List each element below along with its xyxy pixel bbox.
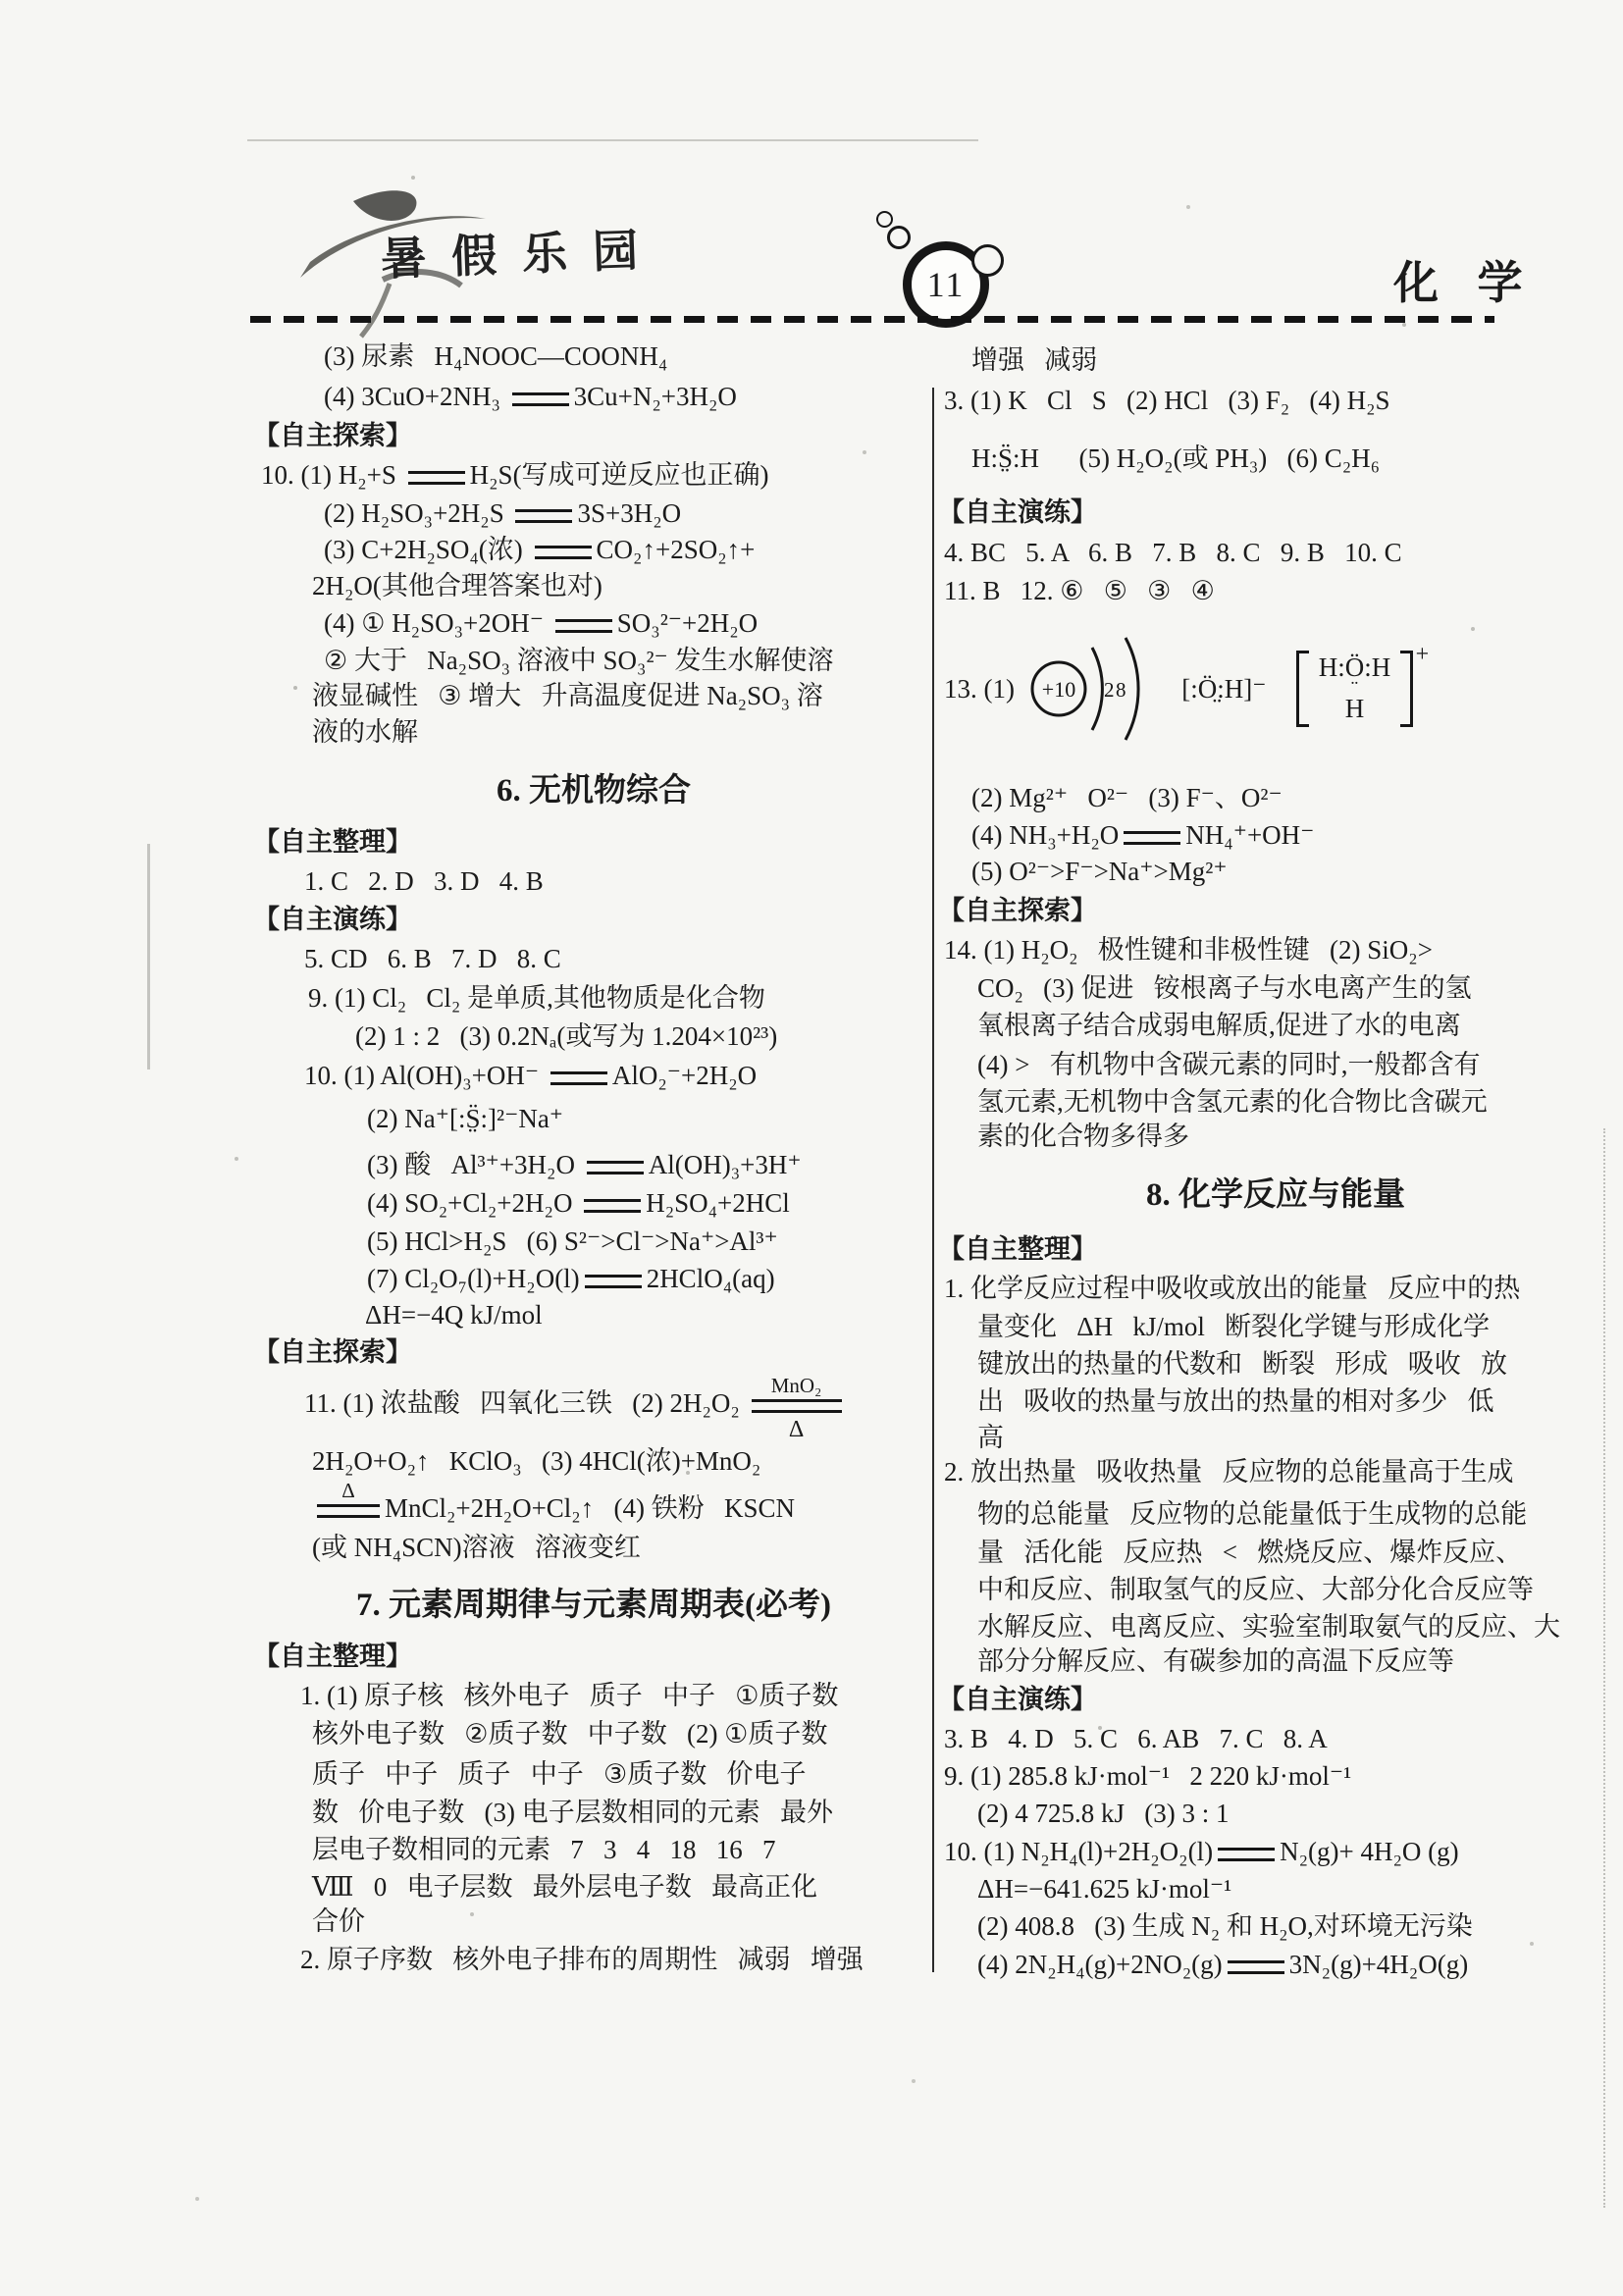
section-label [253, 822, 412, 861]
equation-equals-sign [1218, 1848, 1275, 1861]
scan-artifact-right-dotted-line [1603, 1128, 1605, 2208]
answer-line [977, 1906, 1473, 1946]
text-run: (4) > 有机物中含碳元素的同时,一般都含有 [977, 1050, 1481, 1079]
subject-title: 化 学 [1393, 258, 1537, 308]
text-run: 【自主探索】 [253, 1337, 412, 1367]
answer-line [977, 1045, 1480, 1084]
answer-line [367, 1259, 775, 1298]
text-run: 出 吸收的热量与放出的热量的相对多少 低 [977, 1386, 1494, 1416]
section-label [938, 1229, 1097, 1269]
text-run: CO₂ (3) 促进 铵根离子与水电离产生的氢 [977, 973, 1472, 1003]
answer-line [304, 861, 544, 901]
text-run: 【自主整理】 [253, 827, 412, 857]
section-label [938, 1680, 1097, 1719]
answer-line [977, 968, 1472, 1008]
text-run: 液显碱性 ③ 增大 升高温度促进 Na₂SO₃ 溶 [312, 681, 823, 710]
text-run: 高 [977, 1423, 1004, 1452]
answer-line [261, 455, 769, 495]
text-run: [:Ö̤:H]⁻ [1168, 674, 1286, 704]
text-run: 2HClO₄(aq) [646, 1264, 775, 1293]
answer-line [977, 1418, 1004, 1457]
answer-line [300, 1676, 838, 1715]
equation-condition-below: Δ [788, 1416, 805, 1442]
answer-line [312, 1441, 760, 1481]
text-run: 14. (1) H₂O₂ 极性键和非极性键 (2) SiO₂> [944, 935, 1433, 965]
text-run: 1. C 2. D 3. D 4. B [304, 866, 544, 896]
text-run: ② 大于 Na₂SO₃ 溶液中 SO₃²⁻ 发生水解使溶 [324, 646, 834, 675]
text-run: 合价 [312, 1906, 365, 1936]
section-heading-6 [257, 771, 930, 810]
text-run: (4) NH₃+H₂O [971, 820, 1120, 850]
answer-line [312, 1902, 365, 1941]
text-run: 【自主演练】 [253, 905, 412, 934]
answer-line [977, 1082, 1488, 1122]
header-divider [250, 316, 1494, 323]
answer-line [312, 1528, 641, 1567]
text-run: 【自主探索】 [253, 421, 412, 450]
equation-equals-sign [408, 471, 465, 485]
answer-line [977, 1006, 1461, 1045]
text-run: (3) C+2H₂SO₄(浓) [324, 535, 530, 564]
text-run: 2. 放出热量 吸收热量 反应物的总能量高于生成 [944, 1457, 1514, 1487]
text-run: 3N₂(g)+4H₂O(g) [1288, 1950, 1469, 1979]
equation-equals-sign [752, 1373, 842, 1442]
text-run: 5. CD 6. B 7. D 8. C [304, 944, 561, 973]
text-run: Ⅷ 0 电子层数 最外层电子数 最高正化 [312, 1872, 818, 1902]
answer-line [312, 566, 602, 605]
logo-summer-paradise [294, 182, 664, 339]
text-run: 2H₂O+O₂↑ KClO₃ (3) 4HCl(浓)+MnO₂ [312, 1446, 761, 1476]
answer-line [944, 381, 1390, 420]
text-run: (2) H₂SO₃+2H₂S [324, 498, 511, 528]
equation-equals-sign [1228, 1960, 1284, 1974]
text-run: (5) HCl>H₂S (6) S²⁻>Cl⁻>Na⁺>Al³⁺ [367, 1226, 778, 1256]
answer-line [324, 377, 737, 416]
text-run: 9. (1) Cl₂ Cl₂ 是单质,其他物质是化合物 [308, 983, 765, 1013]
answer-line [367, 1095, 563, 1142]
answer-line [367, 1183, 790, 1223]
answer-line [977, 1382, 1494, 1421]
equation-condition-above: MnO₂ [770, 1373, 822, 1397]
answer-line [312, 1754, 806, 1794]
text-run: 核外电子数 ②质子数 中子数 (2) ①质子数 [312, 1719, 828, 1748]
text-run: 【自主演练】 [938, 497, 1097, 527]
text-run: (4) 3CuO+2NH₃ [324, 382, 507, 411]
answer-line [977, 1869, 1231, 1908]
answer-line [971, 340, 1097, 380]
text-run: (7) Cl₂O₇(l)+H₂O(l) [367, 1264, 580, 1293]
answer-line [304, 939, 561, 978]
answer-line [367, 1222, 778, 1261]
atom-shell-diagram [1021, 634, 1169, 744]
answer-line [971, 852, 1228, 891]
text-run: SO₃²⁻+2H₂O [616, 608, 759, 638]
text-run: 13. (1) [944, 674, 1021, 704]
text-run: (2) Mg²⁺ O²⁻ (3) F⁻、O²⁻ [971, 783, 1283, 812]
lewis-bracket-stack [1296, 642, 1430, 726]
answer-line [944, 1832, 1459, 1871]
answer-line [977, 1533, 1522, 1572]
equation-equals-sign [585, 1275, 642, 1288]
section-label [253, 1637, 412, 1676]
page-number: 11 [926, 265, 966, 304]
section-label [253, 416, 412, 455]
section-label [253, 1332, 412, 1372]
text-run: 键放出的热量的代数和 断裂 形成 吸收 放 [977, 1349, 1507, 1379]
answer-line [324, 494, 681, 533]
answer-line [977, 1570, 1534, 1609]
answer-line [324, 337, 667, 376]
answer-line [977, 1494, 1527, 1534]
text-run: H₂SO₄+2HCl [646, 1188, 790, 1218]
text-run: 3. B 4. D 5. C 6. AB 7. C 8. A [944, 1724, 1328, 1753]
text-run: 8. 化学反应与能量 [1146, 1177, 1405, 1213]
text-run: Al(OH)₃+3H⁺ [648, 1150, 802, 1179]
text-run: 氢元素,无机物中含氢元素的化合物比含碳元 [977, 1087, 1488, 1117]
text-run: (3) 尿素 H₄NOOC—COONH₄ [324, 341, 668, 371]
answer-line [977, 1307, 1490, 1346]
logo-text: 暑假乐园 [380, 224, 664, 286]
answer-line [944, 533, 1402, 572]
text-run: MnCl₂+2H₂O+Cl₂↑ (4) 铁粉 KSCN [385, 1493, 795, 1523]
text-run: (2) Na⁺[:S̤̈:]²⁻Na⁺ [367, 1104, 564, 1133]
bubble-icon [887, 226, 911, 249]
text-run: (4) SO₂+Cl₂+2H₂O [367, 1188, 580, 1218]
answer-line [971, 815, 1314, 855]
answer-line [312, 1830, 776, 1869]
text-run: 1. (1) 原子核 核外电子 质子 中子 ①质子数 [300, 1681, 839, 1710]
answer-line [944, 1756, 1351, 1796]
text-run: 10. (1) Al(OH)₃+OH⁻ [304, 1061, 546, 1090]
text-run: AlO₂⁻+2H₂O [611, 1061, 758, 1090]
answer-line [308, 978, 765, 1018]
svg-text:2: 2 [1103, 678, 1115, 702]
charge-superscript: + [1415, 642, 1430, 668]
answer-line [977, 1642, 1454, 1681]
answer-line [365, 1295, 543, 1334]
answer-line [944, 1719, 1328, 1758]
text-run: 3S+3H₂O [577, 498, 682, 528]
text-run: 增强 减弱 [971, 345, 1098, 375]
answer-line [367, 1145, 802, 1184]
answer-line [355, 1017, 777, 1056]
text-run: 质子 中子 质子 中子 ③质子数 价电子 [312, 1759, 807, 1789]
section-label [938, 493, 1097, 532]
answer-line [324, 603, 758, 643]
text-run: (4) 2N₂H₄(g)+2NO₂(g) [977, 1950, 1223, 1979]
equation-equals-sign [587, 1161, 644, 1174]
svg-text:8: 8 [1115, 678, 1126, 702]
answer-line [977, 1794, 1229, 1833]
text-run: 【自主探索】 [938, 896, 1097, 925]
text-run: ΔH=−4Q kJ/mol [365, 1300, 543, 1330]
text-run: (2) 4 725.8 kJ (3) 3 : 1 [977, 1799, 1230, 1828]
answer-line [977, 1117, 1189, 1156]
scan-noise-speckles [0, 0, 2, 2]
answer-line [944, 571, 1215, 610]
answer-line [944, 1269, 1520, 1308]
text-run: 11. (1) 浓盐酸 四氧化三铁 (2) 2H₂O₂ [304, 1388, 747, 1418]
text-run: 量变化 ΔH kJ/mol 断裂化学键与形成化学 [977, 1312, 1491, 1341]
lewis-row: H [1344, 694, 1365, 723]
text-run: 1. 化学反应过程中吸收或放出的能量 反应中的热 [944, 1274, 1521, 1303]
text-run: 10. (1) H₂+S [261, 460, 403, 490]
section-label [938, 891, 1097, 930]
text-run: 【自主整理】 [938, 1234, 1097, 1264]
text-run: 液的水解 [312, 717, 418, 747]
text-run: 部分分解反应、有碳参加的高温下反应等 [977, 1646, 1454, 1676]
text-run: 3. (1) K Cl S (2) HCl (3) F₂ (4) H₂S [944, 386, 1390, 415]
text-run: 2H₂O(其他合理答案也对) [312, 571, 602, 600]
equation-equals-sign [555, 619, 612, 633]
text-run: (2) 408.8 (3) 生成 N₂ 和 H₂O,对环境无污染 [977, 1911, 1473, 1941]
answer-line [977, 1344, 1507, 1383]
answer-line [312, 712, 418, 752]
answer-line [324, 530, 755, 569]
text-run: 9. (1) 285.8 kJ·mol⁻¹ 2 220 kJ·mol⁻¹ [944, 1761, 1352, 1791]
svg-text:+10: +10 [1041, 677, 1075, 702]
answer-line [312, 676, 823, 715]
answer-line [971, 433, 1380, 484]
text-run: 中和反应、制取氢气的反应、大部分化合反应等 [977, 1575, 1534, 1604]
text-run: (或 NH₄SCN)溶液 溶液变红 [312, 1533, 641, 1562]
answer-line [312, 1714, 827, 1753]
text-run: 层电子数相同的元素 7 3 4 18 16 7 [312, 1835, 776, 1864]
equation-equals-sign [584, 1199, 641, 1213]
text-run: (2) 1 : 2 (3) 0.2Nₐ(或写为 1.204×10²³) [355, 1021, 778, 1051]
equation-equals-sign [515, 509, 572, 523]
text-run: 量 活化能 反应热 < 燃烧反应、爆炸反应、 [977, 1538, 1523, 1567]
scan-artifact-top-line [247, 139, 978, 141]
page-number-badge [903, 241, 989, 328]
lewis-row: H:Ö:H [1318, 652, 1391, 683]
text-run: 物的总能量 反应物的总能量低于生成物的总能 [977, 1499, 1528, 1529]
section-label [253, 900, 412, 939]
answer-line [312, 1867, 817, 1906]
equation-equals-sign [550, 1071, 607, 1085]
equation-equals-sign [1124, 831, 1180, 845]
answer-line [944, 930, 1433, 969]
column-divider [932, 388, 934, 1972]
answer-line [304, 1367, 847, 1442]
text-run: 【自主演练】 [938, 1685, 1097, 1714]
text-run: 氧根离子结合成弱电解质,促进了水的电离 [977, 1011, 1461, 1040]
answer-line [977, 1607, 1560, 1646]
text-run: 3Cu+N₂+3H₂O [573, 382, 737, 411]
text-run: (3) 酸 Al³⁺+3H₂O [367, 1150, 582, 1179]
scan-artifact-left-edge [147, 844, 150, 1070]
answer-line [300, 1940, 864, 1979]
answer-line [312, 1793, 833, 1832]
text-run: NH₄⁺+OH⁻ [1185, 820, 1315, 850]
section-heading-7 [257, 1586, 930, 1625]
text-run: N₂(g)+ 4H₂O (g) [1280, 1837, 1459, 1866]
answer-13-structures [944, 625, 1430, 753]
equation-equals-sign [317, 1478, 380, 1518]
equation-equals-sign [512, 392, 569, 406]
text-run: CO₂↑+2SO₂↑+ [596, 535, 756, 564]
text-run: 素的化合物多得多 [977, 1122, 1189, 1151]
text-run: 10. (1) N₂H₄(l)+2H₂O₂(l) [944, 1837, 1214, 1866]
section-heading-8 [940, 1175, 1611, 1215]
text-run: 7. 元素周期律与元素周期表(必考) [356, 1588, 831, 1623]
lewis-row: ¨ [1350, 676, 1359, 701]
text-run: (4) ① H₂SO₃+2OH⁻ [324, 608, 550, 638]
text-run: 4. BC 5. A 6. B 7. B 8. C 9. B 10. C [944, 538, 1402, 567]
text-run: 6. 无机物综合 [497, 773, 691, 809]
text-run: ΔH=−641.625 kJ·mol⁻¹ [977, 1874, 1232, 1904]
text-run: 11. B 12. ⑥ ⑤ ③ ④ [944, 576, 1215, 605]
answer-line [304, 1056, 757, 1095]
answer-line [977, 1945, 1468, 1984]
bubble-icon [876, 211, 893, 228]
equation-equals-sign [535, 546, 592, 559]
text-run: H₂S(写成可逆反应也正确) [469, 460, 769, 490]
answer-line [971, 778, 1283, 817]
text-run: H:S̤̈:H (5) H₂O₂(或 PH₃) (6) C₂H₆ [971, 444, 1381, 473]
text-run: 水解反应、电离反应、实验室制取氨气的反应、大 [977, 1612, 1560, 1642]
answer-line [944, 1452, 1514, 1491]
text-run: 2. 原子序数 核外电子排布的周期性 减弱 增强 [300, 1945, 864, 1974]
text-run: 数 价电子数 (3) 电子层数相同的元素 最外 [312, 1798, 833, 1827]
bubble-icon [971, 244, 1004, 277]
text-run: 【自主整理】 [253, 1642, 412, 1671]
text-run: (5) O²⁻>F⁻>Na⁺>Mg²⁺ [971, 857, 1228, 886]
answer-line [324, 641, 834, 680]
equation-condition-above: Δ [341, 1478, 355, 1502]
